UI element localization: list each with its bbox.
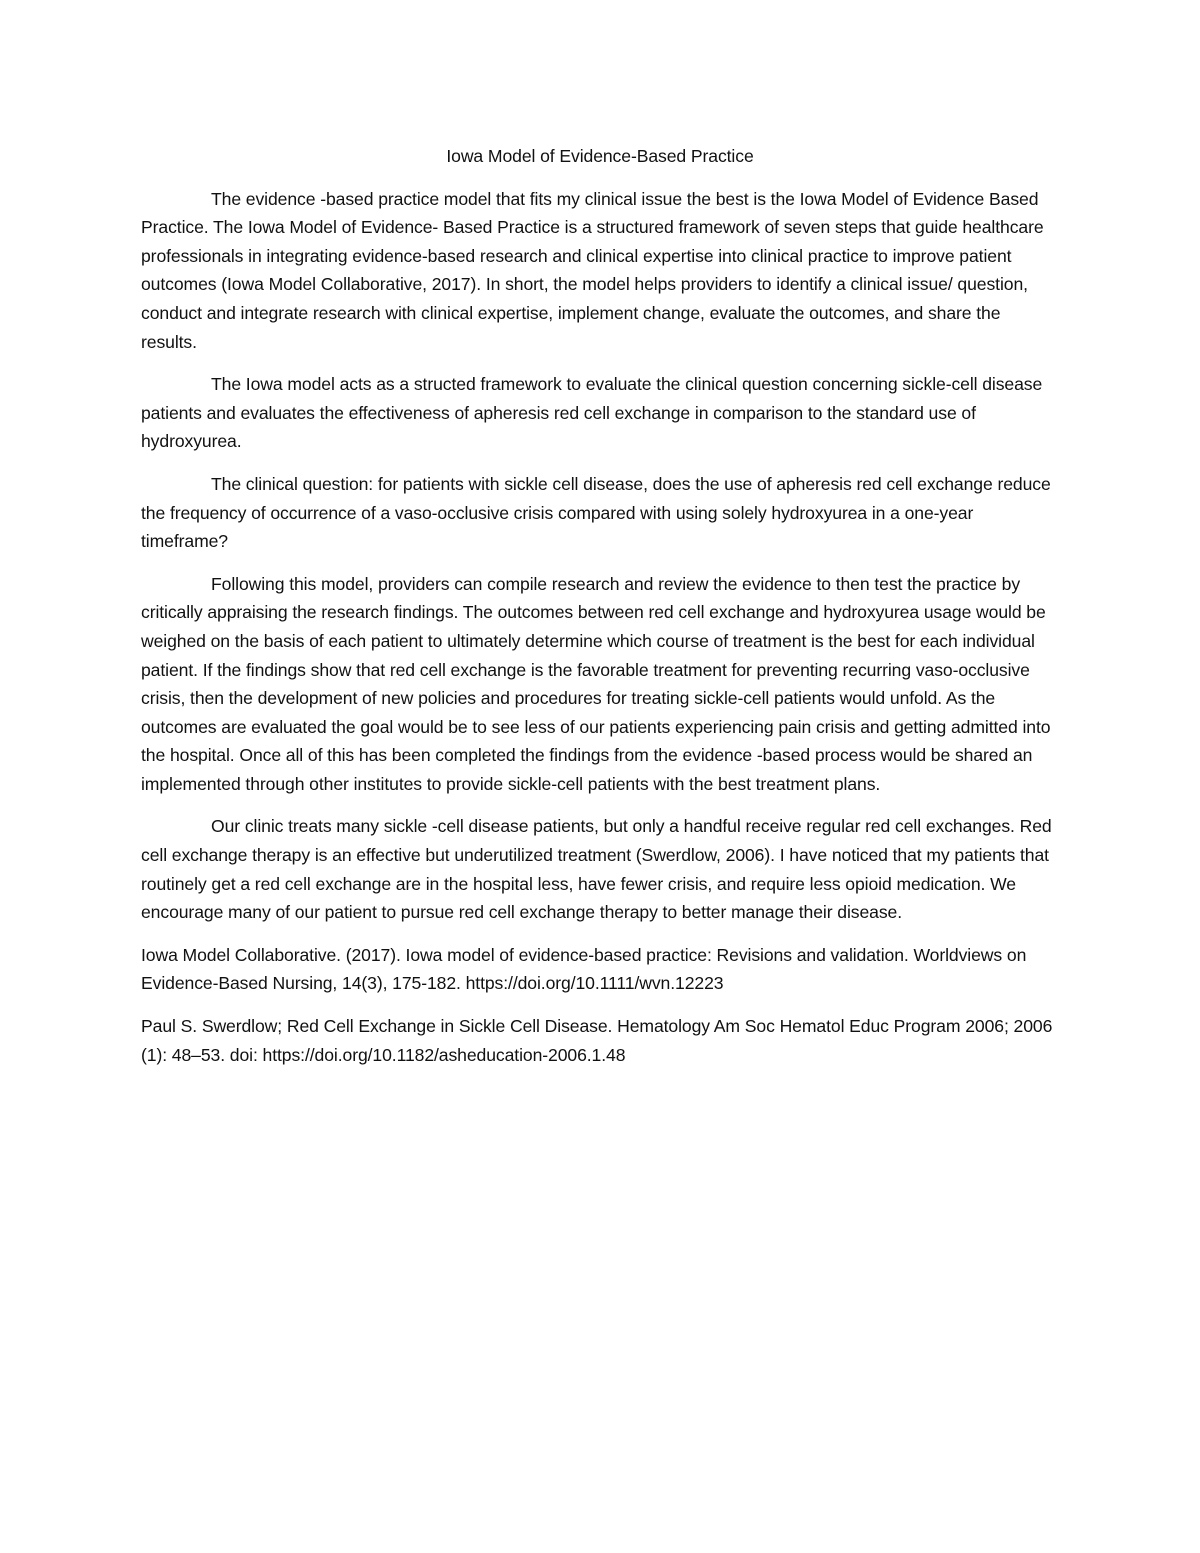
document-page (141, 142, 1059, 1083)
paragraph-model-choice: The evidence -based practice model that fits my clinical issue the best is the Iowa Model of Evidence Based Practice. The Iowa Model of Evidence- Based Practice is a structured framework of seven steps that guide healthcare professionals in integrating evidence-based research and clinical expertise into clinical practice to improve patient outcomes (Iowa Model Collaborative, 2017). In short, the model helps providers to identify a clinical issue/ question, conduct and integrate research with clinical expertise, implement change, evaluate the outcomes, and share the results. (141, 188, 1044, 352)
paragraph-our-clinic: Our clinic treats many sickle -cell disease patients, but only a handful receive regular red cell exchanges. Red cell exchange therapy is an effective but underutilized treatment (Swerdlow, 2006). I have noticed that my patients that routinely get a red cell exchange are in the hospital less, have fewer crisis, and require less opioid medication. We encourage many of our patient to pursue red cell exchange therapy to better manage their disease. (141, 816, 1052, 923)
paragraph-following-model: Following this model, providers can compile research and review the evidence to then test the practice by critically appraising the research findings. The outcomes between red cell exchange and hydroxyurea usage would be weighed on the basis of each patient to ultimately determine which course of treatment is the best for each individual patient. If the findings show that red cell exchange is the favorable treatment for preventing recurring vaso-occlusive crisis, then the development of new policies and procedures for treating sickle-cell patients would unfold. As the outcomes are evaluated the goal would be to see less of our patients experiencing pain crisis and getting admitted into the hospital. Once all of this has been completed the findings from the evidence -based process would be shared an implemented through other institutes to provide sickle-cell patients with the best treatment plans. (141, 573, 1051, 794)
reference-swerdlow: Paul S. Swerdlow; Red Cell Exchange in Sickle Cell Disease. Hematology Am Soc Hematol Educ Program 2006; 2006 (1): 48–53. doi: https://doi.org/10.1182/asheducation-2006.1.48 (141, 1016, 1053, 1065)
document-title: Iowa Model of Evidence-Based Practice (446, 146, 754, 166)
reference-iowa: Iowa Model Collaborative. (2017). Iowa model of evidence-based practice: Revisions and validation. Worldviews on Evidence-Based Nursing, 14(3), 175-182. https://doi.org/10.1111/wvn.12223 (141, 944, 1027, 994)
paragraph-clinical-question: The clinical question: for patients with sickle cell disease, does the use of apheresis red cell exchange reduce the frequency of occurrence of a vaso-occlusive crisis compared with using solely hydroxyurea in a one-year timeframe? (141, 473, 1051, 552)
references-section (141, 941, 1059, 1069)
paragraph-framework: The Iowa model acts as a structed framework to evaluate the clinical question concerning sickle-cell disease patients and evaluates the effectiveness of apheresis red cell exchange in comparison to the standard use of hydroxyurea. (141, 374, 1043, 452)
